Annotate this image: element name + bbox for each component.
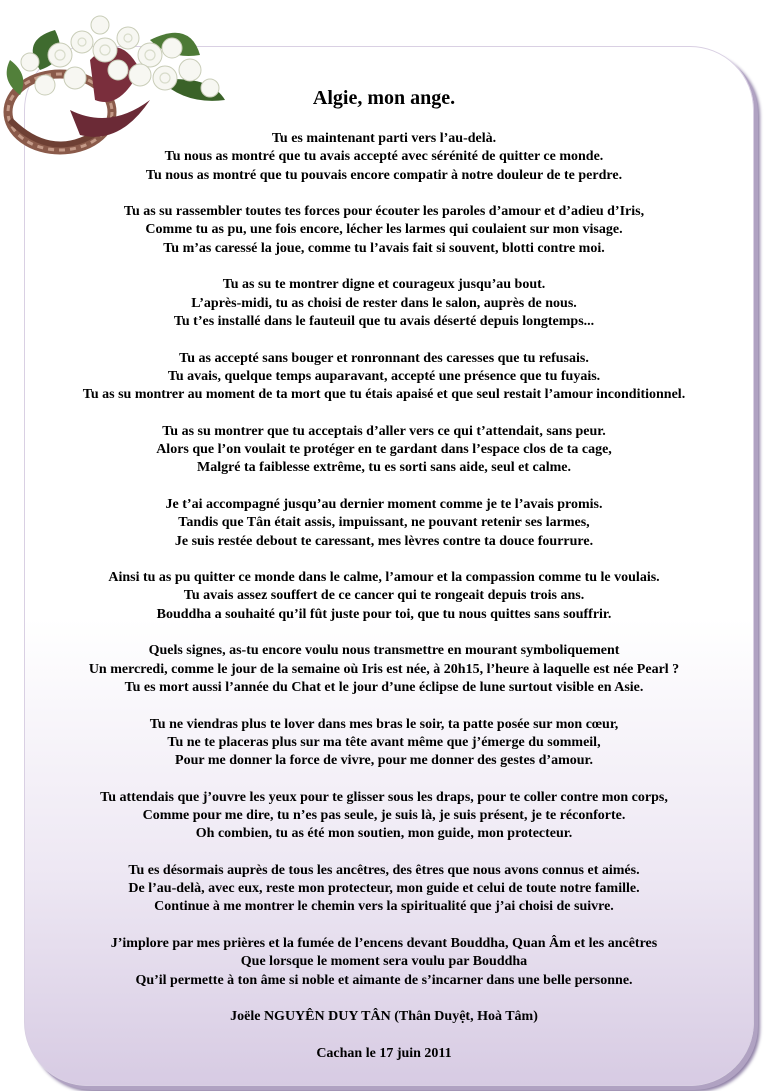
- stanza: [0, 423, 768, 478]
- stanza: [0, 569, 768, 624]
- stanza: [0, 203, 768, 258]
- poem-line: Tu as su montrer que tu acceptais d’aller vers ce qui t’attendait, sans peur.: [162, 423, 606, 439]
- poem-line: Qu’il permette à ton âme si noble et aimante de s’incarner dans une belle personne.: [135, 972, 633, 988]
- poem-line: Alors que l’on voulait te protéger en te gardant dans l’espace clos de ta cage,: [156, 442, 612, 458]
- poem-line: Tu es désormais auprès de tous les ancêtres, des êtres que nous avons connus et aimés.: [128, 862, 640, 878]
- stanza: [0, 789, 768, 844]
- stanza: [0, 496, 768, 551]
- stanza: [0, 642, 768, 697]
- poem-line: Tu es mort aussi l’année du Chat et le jour d’une éclipse de lune surtout visible en Asie.: [124, 679, 644, 695]
- poem-line: Pour me donner la force de vivre, pour me donner des gestes d’amour.: [175, 753, 593, 769]
- stanza: [0, 276, 768, 331]
- poem-line: Tu t’es installé dans le fauteuil que tu avais déserté depuis longtemps...: [173, 313, 595, 329]
- poem-line: Tu ne te placeras plus sur ma tête avant même que j’émerge du sommeil,: [167, 734, 601, 750]
- poem-line: Un mercredi, comme le jour de la semaine où Iris est née, à 20h15, l’heure à laquelle est née Pearl ?: [88, 661, 680, 677]
- poem-line: Tandis que Tân était assis, impuissant, ne pouvant retenir ses larmes,: [178, 515, 590, 531]
- poem-line: J’implore par mes prières et la fumée de l’encens devant Bouddha, Quan Âm et les ancêtres: [110, 936, 658, 952]
- poem-line: Comme tu as pu, une fois encore, lécher les larmes qui coulaient sur mon visage.: [145, 222, 623, 238]
- poem-line: Je suis restée debout te caressant, mes lèvres contre ta douce fourrure.: [174, 533, 594, 549]
- poem-line: Tu nous as montré que tu avais accepté avec sérénité de quitter ce monde.: [164, 149, 604, 165]
- stanza: [0, 130, 768, 185]
- poem-line: Continue à me montrer le chemin vers la spiritualité que j’ai choisi de suivre.: [154, 899, 614, 915]
- poem-line: Bouddha a souhaité qu’il fût juste pour toi, que tu nous quittes sans souffrir.: [156, 606, 612, 622]
- poem-body: [0, 130, 768, 1063]
- poem-line: Malgré ta faiblesse extrême, tu es sorti sans aide, seul et calme.: [196, 460, 571, 476]
- poem-line: Ainsi tu as pu quitter ce monde dans le calme, l’amour et la compassion comme tu le voulais.: [108, 570, 660, 586]
- poem-line: Tu es maintenant parti vers l’au-delà.: [271, 131, 497, 146]
- author-signature: Joële NGUYÊN DUY TÂN (Thân Duyệt, Hoà Tâm): [230, 1009, 538, 1025]
- poem-line: Tu m’as caressé la joue, comme tu l’avais fait si souvent, blotti contre moi.: [163, 240, 605, 256]
- poem-line: Tu as su montrer au moment de ta mort que tu étais apaisé et que seul restait l’amour inconditionnel.: [82, 387, 686, 403]
- poem-line: Tu as su rassembler toutes tes forces pour écouter les paroles d’amour et d’adieu d’Iris,: [123, 204, 645, 220]
- poem-line: Je t’ai accompagné jusqu’au dernier moment comme je te l’avais promis.: [165, 496, 603, 512]
- stanza: [0, 350, 768, 405]
- poem-line: L’après-midi, tu as choisi de rester dans le salon, auprès de nous.: [191, 295, 577, 311]
- poem-line: Que lorsque le moment sera voulu par Bouddha: [240, 954, 528, 970]
- poem-line: Quels signes, as-tu encore voulu nous transmettre en mourant symboliquement: [148, 643, 620, 659]
- stanza: [0, 862, 768, 917]
- poem-line: Tu attendais que j’ouvre les yeux pour te glisser sous les draps, pour te coller contre mon corps,: [100, 789, 668, 805]
- poem-line: Tu avais assez souffert de ce cancer qui te rongeait depuis trois ans.: [183, 588, 585, 604]
- stanza: [0, 716, 768, 771]
- stanza: [0, 935, 768, 990]
- poem-line: Tu avais, quelque temps auparavant, accepté une présence que tu fuyais.: [167, 368, 601, 384]
- poem-line: Tu ne viendras plus te lover dans mes bras le soir, ta patte posée sur mon cœur,: [149, 716, 619, 732]
- poem-line: Comme pour me dire, tu n’es pas seule, je suis là, je suis présent, je te réconforte.: [142, 807, 626, 823]
- place-date: Cachan le 17 juin 2011: [316, 1045, 452, 1061]
- poem-line: Tu nous as montré que tu pouvais encore compatir à notre douleur de te perdre.: [145, 167, 623, 183]
- poem-line: Oh combien, tu as été mon soutien, mon guide, mon protecteur.: [195, 826, 573, 842]
- poem-line: Tu as su te montrer digne et courageux jusqu’au bout.: [222, 277, 546, 293]
- poem-line: Tu as accepté sans bouger et ronronnant des caresses que tu refusais.: [179, 350, 589, 366]
- poem-line: De l’au-delà, avec eux, reste mon protecteur, mon guide et celui de toute notre famille.: [128, 881, 640, 897]
- poem-title: Algie, mon ange.: [312, 87, 456, 109]
